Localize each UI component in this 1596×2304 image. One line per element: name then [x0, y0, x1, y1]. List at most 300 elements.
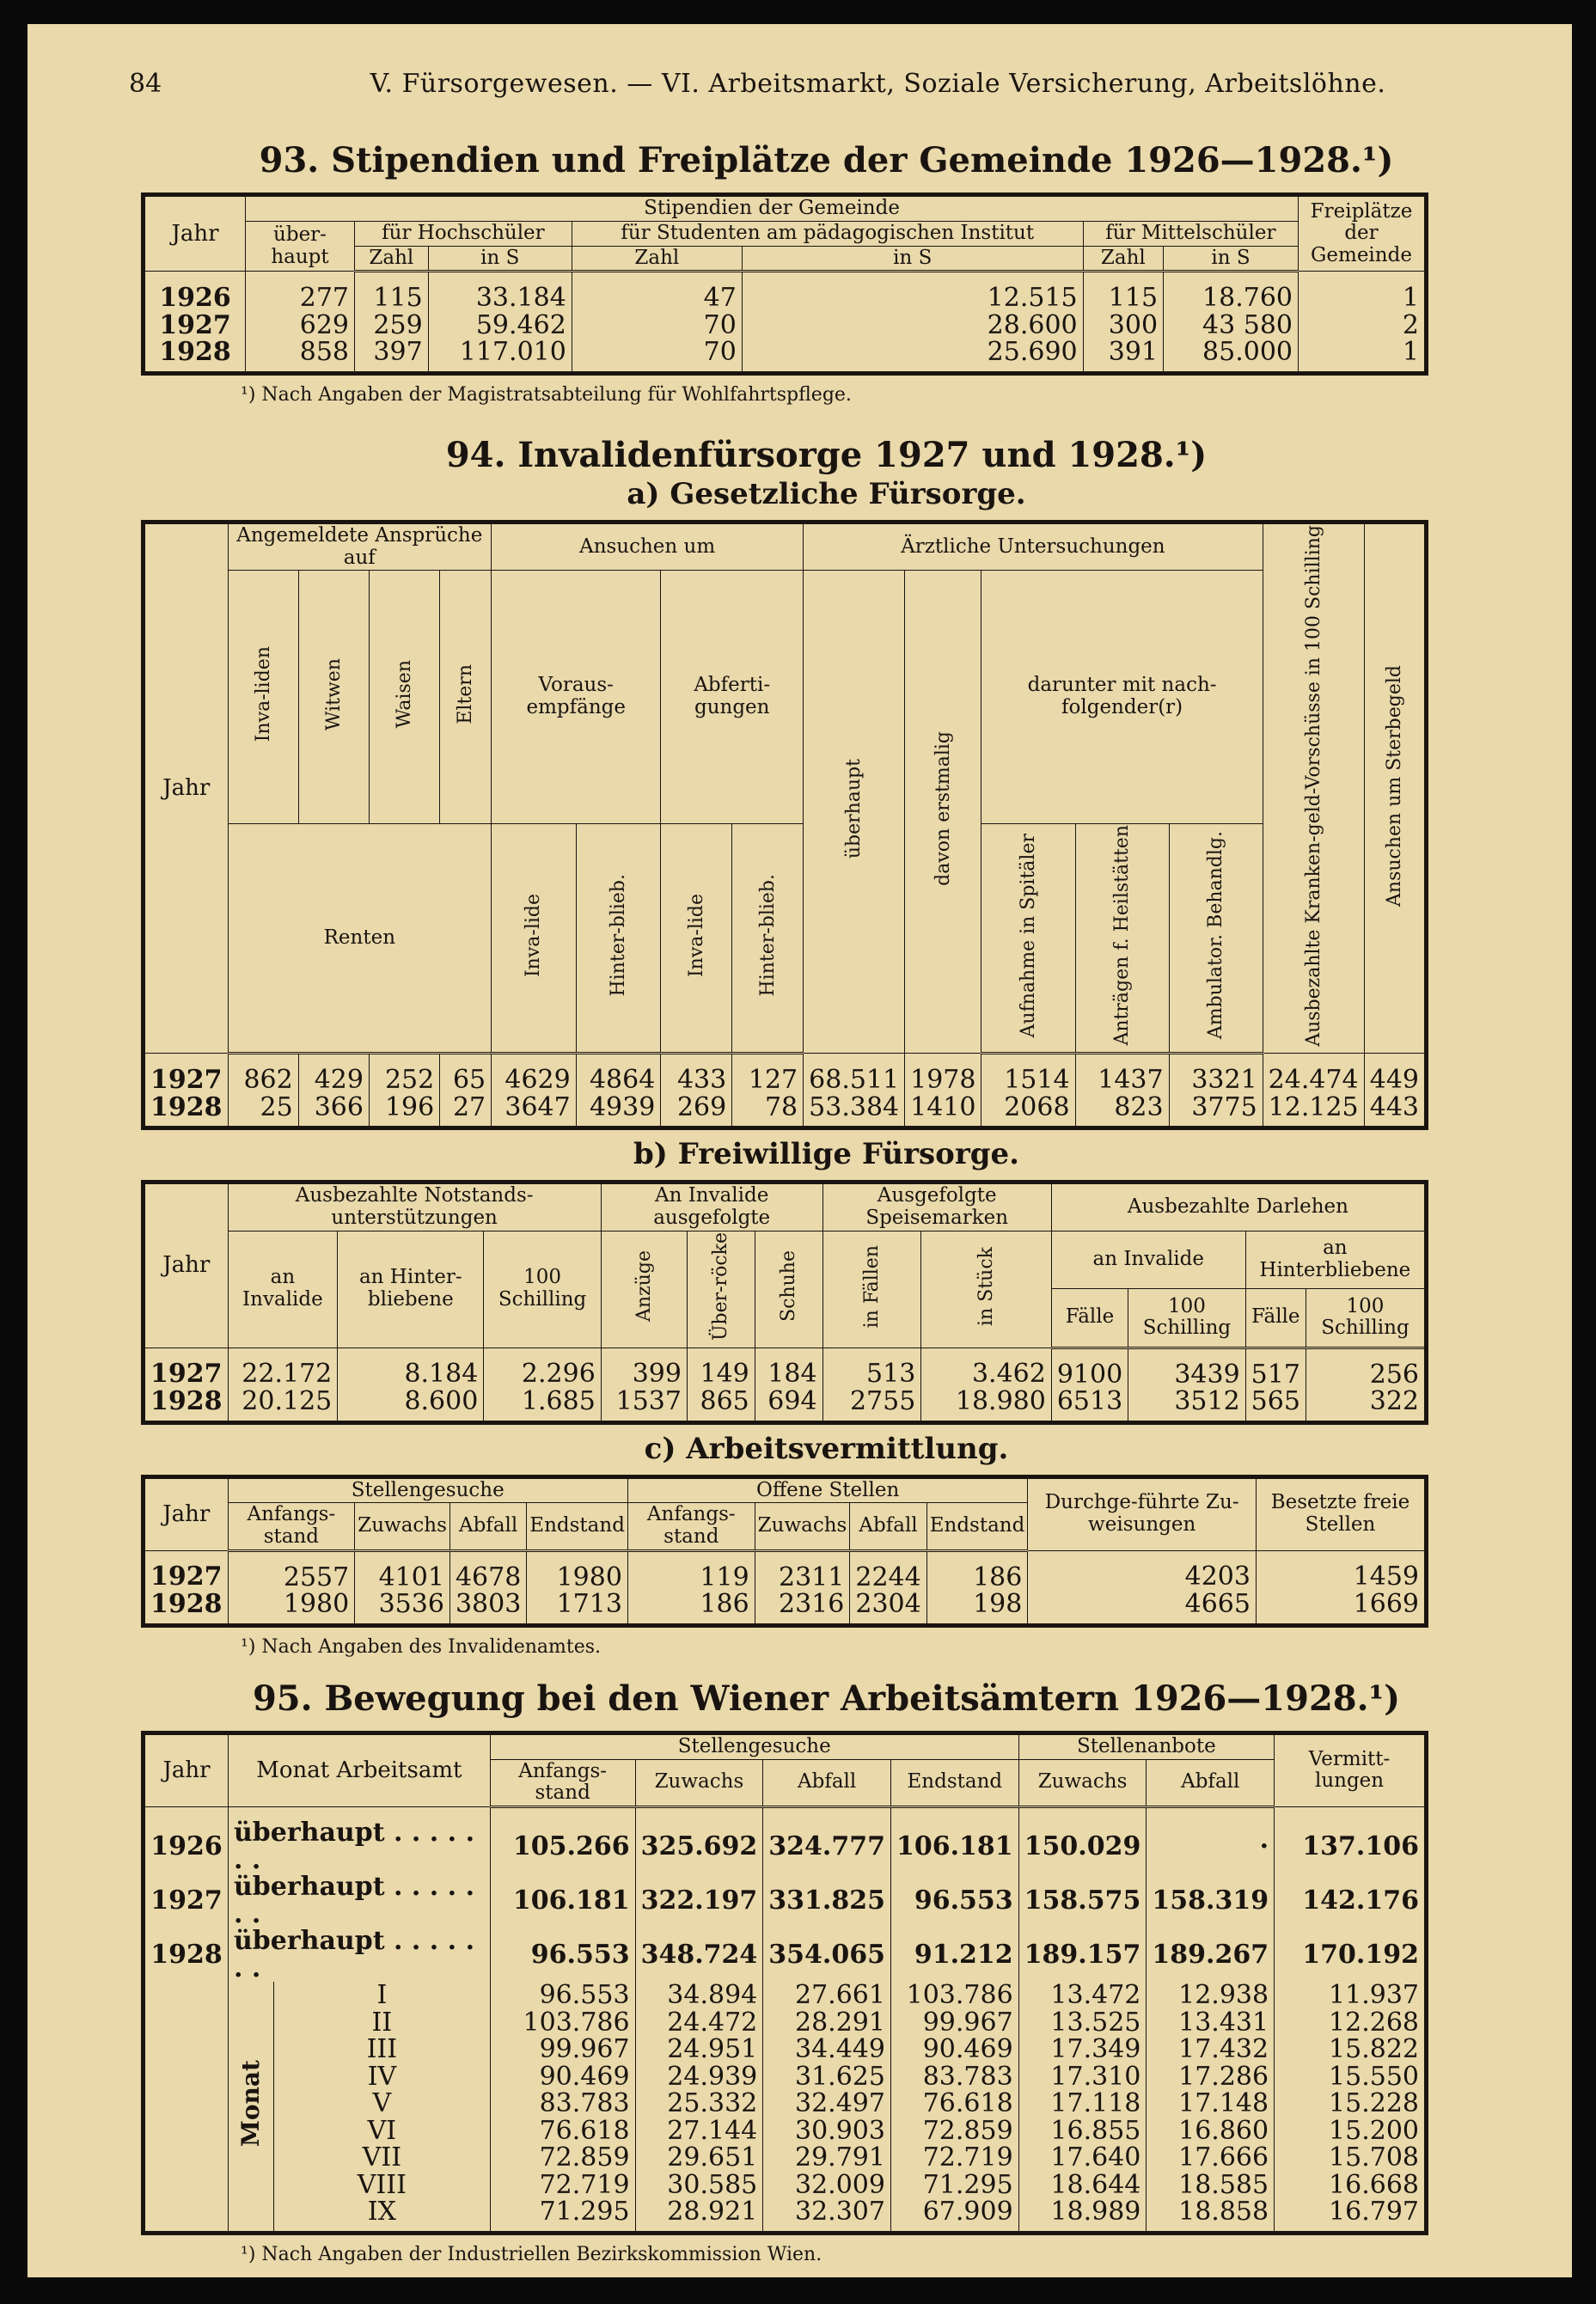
table-cell: 43 580 — [1164, 312, 1299, 339]
col-hochschueler: für Hochschüler — [355, 221, 572, 246]
table-cell: 96.553 — [490, 1928, 635, 1982]
table-93-title: 93. Stipendien und Freiplätze der Gemeinde 1926—1928.¹) — [259, 140, 1394, 180]
table-cell: 366 — [298, 1094, 369, 1128]
table-cell: 331.825 — [763, 1873, 891, 1928]
col-zahl: Zahl — [355, 246, 429, 272]
footnote-93: ¹) Nach Angaben der Magistratsabteilung für Wohlfahrtspflege. — [241, 383, 852, 406]
table-94a — [141, 520, 1428, 1131]
table-row — [144, 1591, 1427, 1625]
col-zuwachs: Zuwachs — [755, 1503, 850, 1551]
table-cell: 4939 — [576, 1094, 661, 1128]
table-cell: 4678 — [449, 1550, 526, 1591]
footnote-94: ¹) Nach Angaben des Invalidenamtes. — [241, 1635, 602, 1658]
table-cell: 196 — [369, 1094, 439, 1128]
table-93 — [141, 193, 1428, 376]
col-jahr: Jahr — [144, 195, 246, 272]
col-anfangsstand: Anfangs-stand — [627, 1503, 755, 1551]
table-cell: 862 — [228, 1054, 298, 1094]
table-cell: 269 — [661, 1094, 732, 1128]
table-row — [144, 1807, 1427, 1874]
table-cell: 184 — [755, 1348, 822, 1388]
table-row — [144, 312, 1427, 339]
table-cell: 59.462 — [428, 312, 572, 339]
table-cell: 70 — [572, 312, 742, 339]
col-darlehen-invalide: an Invalide — [1051, 1231, 1245, 1288]
row-month: IX — [274, 2198, 491, 2233]
col-zuwachs: Zuwachs — [635, 1759, 763, 1807]
table-row — [144, 2009, 1427, 2037]
table-cell: 71.295 — [490, 2198, 635, 2233]
running-header — [129, 69, 1524, 99]
table-cell: 68.511 — [804, 1054, 905, 1094]
table-cell: 20.125 — [228, 1388, 338, 1422]
table-94-title: 94. Invalidenfürsorge 1927 und 1928.¹) — [445, 434, 1208, 475]
table-cell: 158.575 — [1018, 1873, 1147, 1928]
col-studenten: für Studenten am pädagogischen Institut — [572, 221, 1083, 246]
table-cell: 103.786 — [890, 1982, 1018, 2009]
table-cell: 513 — [822, 1348, 921, 1388]
table-cell: 32.497 — [763, 2090, 891, 2118]
table-94b-body — [144, 1348, 1427, 1422]
table-cell: 67.909 — [890, 2198, 1018, 2233]
col-witwen: Witwen — [322, 657, 345, 730]
col-abfall: Abfall — [449, 1503, 526, 1551]
table-cell: 83.783 — [890, 2063, 1018, 2091]
col-in-s: in S — [1164, 246, 1299, 272]
col-ueberroecke: Über-röcke — [710, 1231, 732, 1341]
table-cell: 1669 — [1256, 1591, 1426, 1625]
table-cell: 28.921 — [635, 2198, 763, 2233]
col-freiplaetze: Freiplätze der Gemeinde — [1299, 195, 1427, 272]
table-row — [144, 272, 1427, 312]
col-jahr: Jahr — [144, 1476, 229, 1550]
col-invalide: Inva-lide — [685, 893, 707, 977]
row-year: 1928 — [144, 1591, 229, 1625]
col-zuwachs: Zuwachs — [355, 1503, 450, 1551]
row-month: IV — [274, 2063, 491, 2091]
table-row — [144, 1982, 1427, 2009]
col-zahl: Zahl — [572, 246, 742, 272]
table-cell: 78 — [732, 1094, 804, 1128]
table-row — [144, 2198, 1427, 2233]
col-in-s: in S — [428, 246, 572, 272]
col-aerztliche: Ärztliche Untersuchungen — [804, 522, 1263, 571]
col-anzuege: Anzüge — [633, 1250, 655, 1323]
table-cell: 823 — [1075, 1094, 1169, 1128]
col-vermittlungen: Vermitt-lungen — [1275, 1733, 1427, 1806]
table-cell: 13.472 — [1018, 1982, 1147, 2009]
table-cell: 8.184 — [338, 1348, 484, 1388]
table-cell: 16.860 — [1147, 2118, 1275, 2145]
col-jahr: Jahr — [144, 1183, 229, 1348]
table-cell: 17.148 — [1147, 2090, 1275, 2118]
row-month: VII — [274, 2144, 491, 2172]
table-94a-body — [144, 1054, 1427, 1128]
table-cell: 2 — [1299, 312, 1427, 339]
table-cell: 18.980 — [921, 1388, 1052, 1422]
table-cell: 629 — [246, 312, 355, 339]
table-cell: 15.228 — [1275, 2090, 1427, 2118]
col-anfangsstand: Anfangs-stand — [228, 1503, 355, 1551]
table-cell: 72.859 — [490, 2144, 635, 2172]
table-cell: 2068 — [981, 1094, 1075, 1128]
table-cell: 96.553 — [490, 1982, 635, 2009]
table-cell: 4203 — [1028, 1550, 1257, 1591]
page — [28, 24, 1572, 2277]
col-jahr: Jahr — [144, 522, 229, 1054]
table-93-body — [144, 272, 1427, 374]
table-cell: 16.855 — [1018, 2118, 1147, 2145]
table-cell: 18.585 — [1147, 2172, 1275, 2199]
col-mittelschueler: für Mittelschüler — [1083, 221, 1298, 246]
col-100-schilling: 100 Schilling — [1306, 1289, 1426, 1348]
col-an-invalide: an Invalide — [228, 1231, 338, 1348]
table-cell: 694 — [755, 1388, 822, 1422]
table-cell: 433 — [661, 1054, 732, 1094]
table-cell: 25.332 — [635, 2090, 763, 2118]
table-cell: 12.515 — [742, 272, 1083, 312]
table-cell: 83.783 — [490, 2090, 635, 2118]
table-cell: 103.786 — [490, 2009, 635, 2037]
subtitle-94b: b) Freiwillige Fürsorge. — [633, 1137, 1020, 1172]
col-invaliden: Inva-liden — [252, 646, 274, 743]
table-cell: · — [1147, 1807, 1275, 1874]
table-cell: 277 — [246, 272, 355, 312]
table-cell: 6513 — [1051, 1388, 1128, 1422]
table-cell: 27 — [440, 1094, 492, 1128]
table-cell: 25.690 — [742, 339, 1083, 373]
col-endstand: Endstand — [926, 1503, 1028, 1551]
table-cell: 105.266 — [490, 1807, 635, 1874]
col-renten: Renten — [228, 823, 492, 1053]
table-cell: 28.291 — [763, 2009, 891, 2037]
table-cell: 34.894 — [635, 1982, 763, 2009]
table-cell: 149 — [687, 1348, 755, 1388]
table-cell: 2316 — [755, 1591, 850, 1625]
row-year: 1926 — [144, 1807, 229, 1874]
table-cell: 565 — [1245, 1388, 1306, 1422]
col-waisen: Waisen — [394, 660, 416, 729]
table-cell: 2304 — [850, 1591, 926, 1625]
col-aufnahme: Aufnahme in Spitäler — [1017, 833, 1039, 1037]
table-cell: 27.144 — [635, 2118, 763, 2145]
table-cell: 3775 — [1169, 1094, 1263, 1128]
table-cell: 137.106 — [1275, 1807, 1427, 1874]
table-cell: 16.668 — [1275, 2172, 1427, 2199]
col-zuwachs: Zuwachs — [1018, 1759, 1147, 1807]
table-cell: 4665 — [1028, 1591, 1257, 1625]
table-cell: 189.267 — [1147, 1928, 1275, 1982]
table-cell: 27.661 — [763, 1982, 891, 2009]
table-row — [144, 1928, 1427, 1982]
table-cell: 1 — [1299, 272, 1427, 312]
table-cell: 2557 — [228, 1550, 355, 1591]
table-cell: 12.268 — [1275, 2009, 1427, 2037]
row-year: 1928 — [144, 339, 246, 373]
col-darlehen: Ausbezahlte Darlehen — [1051, 1183, 1426, 1231]
table-cell: 32.009 — [763, 2172, 891, 2199]
table-cell: 25 — [228, 1094, 298, 1128]
table-cell: 29.791 — [763, 2144, 891, 2172]
row-month: VIII — [274, 2172, 491, 2199]
col-in-faellen: in Fällen — [860, 1244, 883, 1328]
col-zahl: Zahl — [1083, 246, 1163, 272]
table-cell: 17.349 — [1018, 2036, 1147, 2063]
table-row — [144, 2063, 1427, 2091]
col-hinterblieb: Hinter-blieb. — [607, 874, 629, 997]
col-monat-arbeitsamt: Monat Arbeitsamt — [229, 1733, 491, 1806]
table-cell: 2311 — [755, 1550, 850, 1591]
table-cell: 30.585 — [635, 2172, 763, 2199]
col-stellenanbote: Stellenanbote — [1018, 1733, 1274, 1759]
table-cell: 34.449 — [763, 2036, 891, 2063]
col-offene-stellen: Offene Stellen — [627, 1476, 1027, 1503]
col-ambulator: Ambulator. Behandlg. — [1205, 831, 1227, 1040]
table-cell: 3647 — [492, 1094, 577, 1128]
col-angemeldete: Angemeldete Ansprüche auf — [228, 522, 492, 571]
table-cell: 186 — [926, 1550, 1028, 1591]
table-94c-body — [144, 1550, 1427, 1625]
col-stipendien: Stipendien der Gemeinde — [246, 195, 1299, 222]
table-cell: 18.644 — [1018, 2172, 1147, 2199]
row-year: 1927 — [144, 1054, 229, 1094]
table-cell: 15.550 — [1275, 2063, 1427, 2091]
table-cell: 4629 — [492, 1054, 577, 1094]
table-row — [144, 2144, 1427, 2172]
table-cell: 12.938 — [1147, 1982, 1275, 2009]
col-hinterblieb: Hinter-blieb. — [756, 874, 779, 997]
table-cell: 256 — [1306, 1348, 1426, 1388]
col-stellengesuche: Stellengesuche — [490, 1733, 1018, 1759]
col-faelle: Fälle — [1245, 1289, 1306, 1348]
table-cell: überhaupt . . . . . . . — [229, 1807, 491, 1874]
col-100-schilling: 100 Schilling — [484, 1231, 601, 1348]
table-cell: 858 — [246, 339, 355, 373]
row-year: 1928 — [144, 1928, 229, 1982]
table-row — [144, 1348, 1427, 1388]
col-erstmalig: davon erstmalig — [932, 731, 954, 887]
table-cell: 72.859 — [890, 2118, 1018, 2145]
table-cell: 17.286 — [1147, 2063, 1275, 2091]
table-cell: 443 — [1364, 1094, 1426, 1128]
table-cell: 11.937 — [1275, 1982, 1427, 2009]
row-month: VI — [274, 2118, 491, 2145]
table-cell: 1 — [1299, 339, 1427, 373]
table-cell: 1410 — [905, 1094, 981, 1128]
col-endstand: Endstand — [890, 1759, 1018, 1807]
table-95-body — [144, 1807, 1427, 2234]
col-besetzte: Besetzte freie Stellen — [1256, 1476, 1426, 1550]
table-cell: 17.118 — [1018, 2090, 1147, 2118]
table-cell: 397 — [355, 339, 429, 373]
table-cell: 17.666 — [1147, 2144, 1275, 2172]
table-cell: 189.157 — [1018, 1928, 1147, 1982]
table-row — [144, 2090, 1427, 2118]
table-cell: 47 — [572, 272, 742, 312]
running-title: V. Fürsorgewesen. — VI. Arbeitsmarkt, Soziale Versicherung, Arbeitslöhne. — [370, 69, 1386, 99]
col-zuweisungen: Durchge-führte Zu-weisungen — [1028, 1476, 1257, 1550]
table-cell: überhaupt . . . . . . . — [229, 1873, 491, 1928]
subtitle-94c: c) Arbeitsvermittlung. — [644, 1431, 1009, 1466]
table-cell: 3512 — [1128, 1388, 1245, 1422]
table-cell: 12.125 — [1263, 1094, 1364, 1128]
table-cell: 9100 — [1051, 1348, 1128, 1388]
table-cell: 3439 — [1128, 1348, 1245, 1388]
table-cell: 17.310 — [1018, 2063, 1147, 2091]
table-cell: 65 — [440, 1054, 492, 1094]
table-row — [144, 1094, 1427, 1128]
table-cell: 33.184 — [428, 272, 572, 312]
col-an-hinterbliebene: an Hinter-bliebene — [338, 1231, 484, 1348]
row-month: II — [274, 2009, 491, 2037]
col-schuhe: Schuhe — [778, 1250, 800, 1323]
table-cell: 96.553 — [890, 1873, 1018, 1928]
col-antraegen: Anträgen f. Heilstätten — [1111, 824, 1134, 1046]
row-year: 1927 — [144, 1873, 229, 1928]
table-cell: 325.692 — [635, 1807, 763, 1874]
table-cell: 2244 — [850, 1550, 926, 1591]
table-cell: 24.939 — [635, 2063, 763, 2091]
table-cell: 391 — [1083, 339, 1163, 373]
col-vorausempfaenge: Voraus-empfänge — [492, 571, 661, 824]
table-cell: 517 — [1245, 1348, 1306, 1388]
col-notstand: Ausbezahlte Notstands-unterstützungen — [228, 1183, 601, 1231]
table-cell: 354.065 — [763, 1928, 891, 1982]
row-year: 1928 — [144, 1388, 229, 1422]
table-cell: 2.296 — [484, 1348, 601, 1388]
col-sterbegeld: Ansuchen um Sterbegeld — [1383, 664, 1405, 907]
table-cell: 252 — [369, 1054, 439, 1094]
row-month: I — [274, 1982, 491, 2009]
col-speisemarken: Ausgefolgte Speisemarken — [822, 1183, 1051, 1231]
table-cell: 90.469 — [490, 2063, 635, 2091]
table-cell: 72.719 — [490, 2172, 635, 2199]
table-row — [144, 1873, 1427, 1928]
table-row — [144, 339, 1427, 373]
table-cell: 8.600 — [338, 1388, 484, 1422]
table-cell: überhaupt . . . . . . . — [229, 1928, 491, 1982]
table-cell: 76.618 — [490, 2118, 635, 2145]
col-100-schilling: 100 Schilling — [1128, 1289, 1245, 1348]
col-in-s: in S — [742, 246, 1083, 272]
table-cell: 106.181 — [890, 1807, 1018, 1874]
table-cell: 99.967 — [490, 2036, 635, 2063]
table-cell: 259 — [355, 312, 429, 339]
table-cell: 142.176 — [1275, 1873, 1427, 1928]
table-cell: 4101 — [355, 1550, 450, 1591]
col-abfertigungen: Abferti-gungen — [661, 571, 804, 824]
table-row — [144, 2118, 1427, 2145]
month-vertical-label: Monat — [236, 2060, 266, 2148]
table-cell: 348.724 — [635, 1928, 763, 1982]
table-cell: 3803 — [449, 1591, 526, 1625]
table-cell: 1459 — [1256, 1550, 1426, 1591]
table-row — [144, 1054, 1427, 1094]
row-year: 1927 — [144, 312, 246, 339]
col-ausbezahlte: Ausbezahlte Kranken-geld-Vorschüsse in 100 Schilling — [1302, 524, 1324, 1047]
table-cell: 24.951 — [635, 2036, 763, 2063]
col-abfall: Abfall — [1147, 1759, 1275, 1807]
table-cell: 865 — [687, 1388, 755, 1422]
col-jahr: Jahr — [144, 1733, 229, 1806]
table-cell: 16.797 — [1275, 2198, 1427, 2233]
table-cell: 72.719 — [890, 2144, 1018, 2172]
table-row — [144, 2172, 1427, 2199]
table-cell: 22.172 — [228, 1348, 338, 1388]
col-in-stueck: in Stück — [975, 1246, 998, 1326]
table-cell: 3.462 — [921, 1348, 1052, 1388]
table-cell: 18.989 — [1018, 2198, 1147, 2233]
table-cell: 1978 — [905, 1054, 981, 1094]
table-cell: 115 — [1083, 272, 1163, 312]
col-invalide: Inva-lide — [523, 893, 545, 977]
table-cell: 15.708 — [1275, 2144, 1427, 2172]
row-year: 1927 — [144, 1348, 229, 1388]
col-ueberhaupt: über-haupt — [246, 221, 355, 272]
table-cell: 1.685 — [484, 1388, 601, 1422]
table-cell: 18.858 — [1147, 2198, 1275, 2233]
table-cell: 1980 — [228, 1591, 355, 1625]
table-cell: 300 — [1083, 312, 1163, 339]
table-cell: 115 — [355, 272, 429, 312]
table-cell: 158.319 — [1147, 1873, 1275, 1928]
row-year: 1928 — [144, 1094, 229, 1128]
table-cell: 29.651 — [635, 2144, 763, 2172]
table-cell: 117.010 — [428, 339, 572, 373]
table-cell: 15.200 — [1275, 2118, 1427, 2145]
table-cell: 15.822 — [1275, 2036, 1427, 2063]
col-abfall: Abfall — [850, 1503, 926, 1551]
row-year: 1926 — [144, 272, 246, 312]
table-cell: 53.384 — [804, 1094, 905, 1128]
col-endstand: Endstand — [527, 1503, 628, 1551]
table-cell: 30.903 — [763, 2118, 891, 2145]
col-stellengesuche: Stellengesuche — [228, 1476, 627, 1503]
col-ausgefolgte: An Invalide ausgefolgte — [601, 1183, 822, 1231]
table-row — [144, 1388, 1427, 1422]
row-year: 1927 — [144, 1550, 229, 1591]
table-94c — [141, 1475, 1428, 1628]
table-cell: 198 — [926, 1591, 1028, 1625]
table-cell: 322 — [1306, 1388, 1426, 1422]
table-95-title: 95. Bewegung bei den Wiener Arbeitsämtern 1926—1928.¹) — [252, 1678, 1401, 1719]
table-cell: 28.600 — [742, 312, 1083, 339]
footnote-95: ¹) Nach Angaben der Industriellen Bezirkskommission Wien. — [241, 2243, 822, 2265]
table-cell: 24.474 — [1263, 1054, 1364, 1094]
table-cell: 91.212 — [890, 1928, 1018, 1982]
table-cell: 106.181 — [490, 1873, 635, 1928]
table-cell: 90.469 — [890, 2036, 1018, 2063]
table-cell: 71.295 — [890, 2172, 1018, 2199]
table-cell: 119 — [627, 1550, 755, 1591]
table-cell: 322.197 — [635, 1873, 763, 1928]
table-cell: 1514 — [981, 1054, 1075, 1094]
table-cell: 1437 — [1075, 1054, 1169, 1094]
page-number: 84 — [129, 69, 162, 99]
table-cell: 186 — [627, 1591, 755, 1625]
table-cell: 70 — [572, 339, 742, 373]
col-ansuchen: Ansuchen um — [492, 522, 804, 571]
col-eltern: Eltern — [455, 663, 477, 724]
table-cell: 17.640 — [1018, 2144, 1147, 2172]
table-row — [144, 2036, 1427, 2063]
table-cell: 17.432 — [1147, 2036, 1275, 2063]
table-cell: 170.192 — [1275, 1928, 1427, 1982]
table-cell: 399 — [601, 1348, 687, 1388]
table-cell: 1980 — [527, 1550, 628, 1591]
table-cell: 99.967 — [890, 2009, 1018, 2037]
table-cell: 1713 — [527, 1591, 628, 1625]
